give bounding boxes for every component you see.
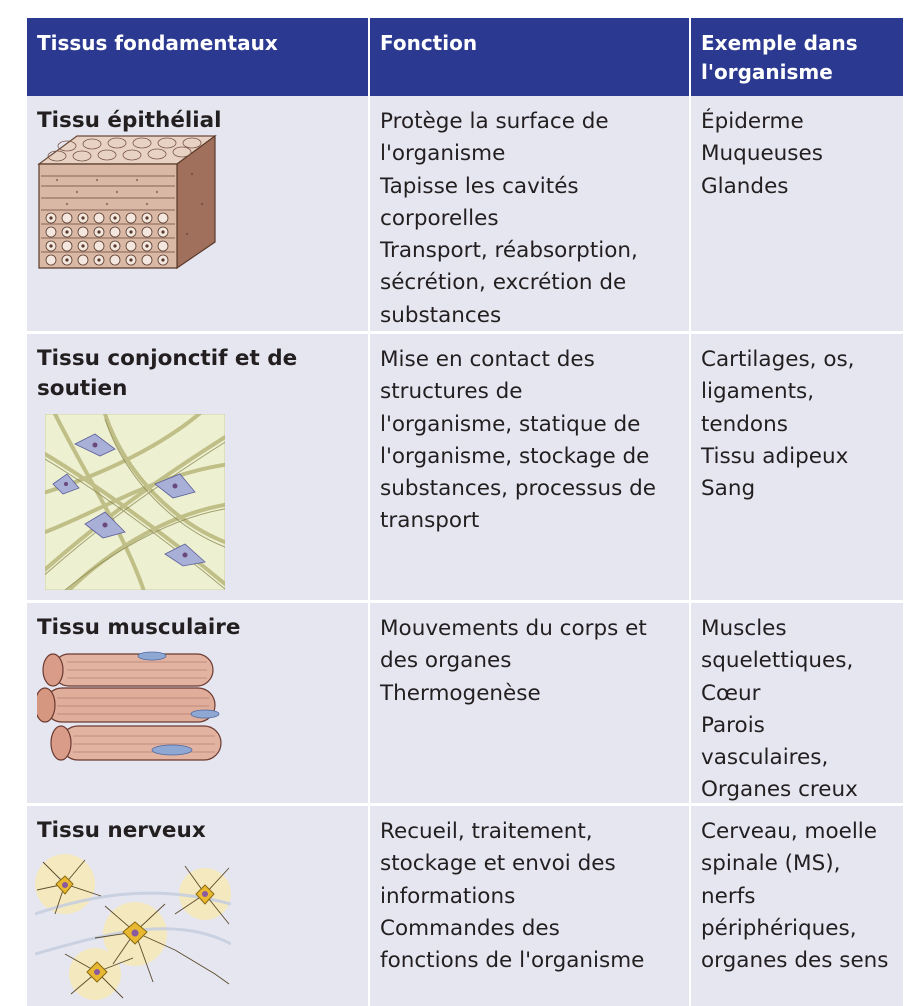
function-line: fonctions de l'organisme [380,948,645,974]
tissue-label: Tissu nerveux [37,818,206,843]
header-fonction: Fonction [380,31,478,55]
nerve-tissue-illustration [35,854,231,1000]
function-line: substances [380,302,502,328]
example-line: Cartilages, os, [701,347,855,372]
tissue-label: Tissu épithélial [37,108,222,133]
function-line: des organes [380,648,512,674]
tissue-label: Tissu conjonctif et de [37,346,298,371]
example-line: nerfs [701,883,756,909]
tissue-label-cell [27,806,368,846]
example-line: Sang [701,476,756,502]
function-line: informations [380,883,516,909]
function-line: Tapisse les cavités [380,173,579,199]
tissue-label-cell [27,603,368,643]
example-line: Parois [701,712,765,738]
function-line: Mise en contact des [380,347,595,372]
example-line: périphériques, [701,915,857,941]
function-cell [370,334,689,538]
example-line: squelettiques, [701,648,854,674]
example-line: organes des sens [701,948,889,974]
example-cell [691,806,903,977]
epithelial-tissue-illustration [37,134,217,270]
example-line: spinale (MS), [701,851,841,877]
table-header [27,18,903,96]
function-line: l'organisme, stockage de [380,443,650,469]
function-line: transport [380,508,480,534]
example-line: Tissu adipeux [701,443,849,469]
function-line: Mouvements du corps et [380,616,647,641]
example-line: tendons [701,411,788,437]
example-cell [691,334,903,505]
example-line: Épiderme [701,109,804,134]
header-tissus-fondamentaux: Tissus fondamentaux [37,31,278,55]
example-line: Glandes [701,173,789,199]
function-cell [370,96,689,332]
function-line: corporelles [380,205,499,231]
function-line: substances, processus de [380,476,656,502]
example-line: Muscles [701,616,787,641]
function-line: l'organisme [380,141,506,167]
example-line: Muqueuses [701,141,823,167]
example-line: Cerveau, moelle [701,819,877,844]
header-exemple-line: Exemple dans [701,31,858,55]
example-cell [691,603,903,807]
tissue-label: Tissu musculaire [37,615,241,640]
header-exemple [691,18,903,96]
function-line: Recueil, traitement, [380,819,593,844]
example-line: vasculaires, [701,745,829,771]
tissue-label-cell [27,334,368,404]
tissue-label: soutien [37,376,128,401]
function-line: Thermogenèse [380,680,541,706]
function-line: stockage et envoi des [380,851,616,877]
muscle-tissue-illustration [37,648,227,770]
function-line: structures de [380,379,523,405]
tissue-label-cell [27,96,368,136]
function-line: Commandes des [380,915,560,941]
header-exemple-line: l'organisme [701,60,833,84]
function-line: l'organisme, statique de [380,411,641,437]
function-line: sécrétion, excrétion de [380,270,627,296]
function-line: Transport, réabsorption, [380,238,638,264]
example-line: ligaments, [701,379,815,405]
example-cell [691,96,903,203]
function-line: Protège la surface de [380,109,609,134]
function-cell [370,603,689,710]
example-line: Organes creux [701,777,858,803]
function-cell [370,806,689,977]
example-line: Cœur [701,680,761,706]
connective-tissue-illustration [45,414,225,590]
